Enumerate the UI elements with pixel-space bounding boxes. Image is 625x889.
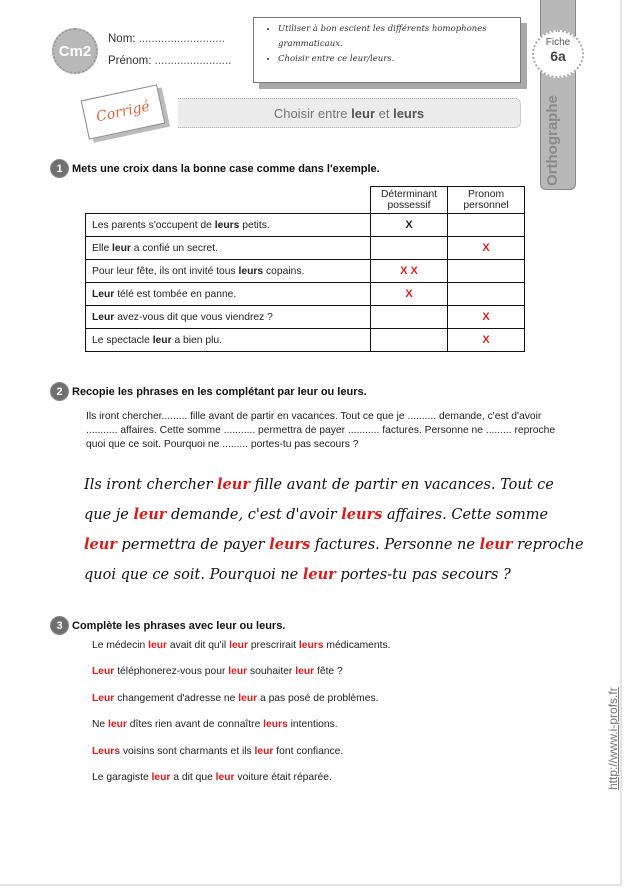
sentence-text: intentions. [287,719,338,731]
answer-word: leur [108,719,127,731]
sentence-keyword: leurs [238,265,264,277]
answer-text: demande, c'est d'avoir [166,507,342,523]
sentence-keyword: Leur [92,311,115,323]
column-header-determinant: Déterminant possessif [371,187,448,214]
pronom-checkbox-cell[interactable] [448,283,525,306]
sentence-text: Pour leur fête, ils ont invité tous [92,265,239,277]
sentence-text: a confié un secret. [130,242,218,254]
sentence-text: médicaments. [323,640,391,651]
sentence-text: a dit que [170,771,216,783]
answer-word: leurs [263,719,288,731]
sentence-keyword: leur [152,334,172,346]
exercise2-instruction: Recopie les phrases en les complétant par leur ou leurs. [72,385,367,398]
title-part: leur [351,105,375,121]
answer-word: leur [151,771,171,783]
level-badge: Cm2 [52,28,98,74]
table-row [86,283,525,306]
pronom-checkbox-cell[interactable]: X [448,329,525,352]
answer-word: leurs [298,640,324,651]
title-part: et [378,105,390,121]
sentence-text: voisins sont charmants et ils [120,745,255,757]
determinant-checkbox-cell[interactable] [371,306,448,329]
objective-item: • Utiliser à bon escient les différents homophones grammaticaux. [278,22,512,52]
table-row [86,260,525,283]
answer-word: leur [479,536,513,553]
exercise3-heading [50,616,285,635]
list-item [92,746,390,772]
answer-word: leur [215,771,235,783]
sentence-cell [86,260,371,283]
answer-text: portes-tu pas secours ? [335,567,511,583]
list-item [92,666,390,692]
fiche-label: Fiche [545,37,571,48]
nom-label: Nom: [108,33,136,45]
answer-word: leur [302,566,336,583]
answer-text: Ils iront chercher [84,477,218,493]
sentence-text: changement d'adresse ne [114,692,239,704]
answer-word: leur [148,640,167,651]
nom-dots: ........................... [138,33,225,45]
exercise-number-icon: 3 [50,616,69,635]
answer-word: leur [229,640,248,651]
sentence-keyword: leurs [214,219,240,231]
list-item [92,640,390,666]
sentence-text: Le garagiste [92,771,152,783]
pronom-checkbox-cell[interactable] [448,260,525,283]
exercise2-heading [50,382,367,401]
sentence-cell [86,214,371,237]
sentence-text: a pas posé de problèmes. [257,692,379,704]
exercise-number-icon: 1 [50,159,69,178]
exercise1-table [85,186,525,352]
prenom-dots: ........................ [154,55,232,67]
table-row [86,329,525,352]
sentence-text: Elle [92,242,113,254]
exercise2-answer [84,470,584,590]
sentence-text: font confiance. [273,745,344,757]
exercise3-sentences [92,640,390,798]
answer-word: leur [238,692,258,704]
prenom-label: Prénom: [108,55,152,67]
sentence-text: avez-vous dit que vous viendrez ? [114,311,273,323]
corrige-stamp: Corrigé [81,84,166,139]
answer-text: reproche quoi que ce soit. Pourquoi ne [84,537,584,583]
sentence-text: Le spectacle [92,334,153,346]
sentence-text: Ne [92,719,109,731]
sentence-text: prescrirait [247,640,299,651]
sentence-text: a bien plu. [171,334,222,346]
exercise1-instruction: Mets une croix dans la bonne case comme dans l'exemple. [72,162,380,175]
answer-text: permettra de payer [116,537,270,553]
exercise1-heading [50,159,380,178]
exercise-number-icon: 2 [50,382,69,401]
sentence-text: téléphonerez-vous pour [114,666,229,678]
list-item [92,719,390,745]
determinant-checkbox-cell[interactable] [371,329,448,352]
subject-label: Orthographe [544,95,561,186]
sentence-keyword: leur [112,242,131,254]
answer-word: leur [133,506,167,523]
sentence-cell [86,329,371,352]
determinant-checkbox-cell[interactable]: X X [371,260,448,283]
answer-word: leurs [341,506,383,523]
fiche-badge [532,30,584,78]
list-item [92,693,390,719]
answer-word: Leur [92,666,115,678]
sentence-text: fête ? [314,666,343,678]
sentence-cell [86,306,371,329]
prenom-field[interactable] [108,55,231,67]
sentence-text: Le médecin [92,640,149,651]
page-title [178,98,521,128]
exercise3-instruction: Complète les phrases avec leur ou leurs. [72,619,286,632]
sentence-text: Les parents s'occupent de [92,219,215,231]
list-item [92,772,390,798]
sentence-text: petits. [239,219,270,231]
answer-text: factures. Personne ne [310,537,480,553]
answer-text: affaires. Cette somme [382,507,549,523]
sentence-text: copains. [263,265,305,277]
objectives-box [253,17,521,83]
answer-word: Leurs [92,745,121,757]
table-corner [86,187,371,214]
determinant-checkbox-cell[interactable]: X [371,214,448,237]
determinant-checkbox-cell[interactable]: X [371,283,448,306]
fiche-number: 6a [550,48,566,64]
determinant-checkbox-cell[interactable] [371,237,448,260]
table-row [86,237,525,260]
answer-word: leur [228,666,248,678]
answer-word: leur [254,745,274,757]
column-header-pronom: Pronom personnel [448,187,525,214]
sentence-cell [86,283,371,306]
pronom-checkbox-cell[interactable]: X [448,306,525,329]
objective-item: • Choisir entre ce leur/leurs. [278,52,512,67]
answer-word: Leur [92,692,115,704]
sentence-text: avait dit qu'il [167,640,230,651]
sentence-text: souhaiter [247,666,296,678]
nom-field[interactable] [108,33,225,45]
sentence-text: télé est tombée en panne. [114,288,237,300]
exercise2-text: Ils iront chercher......... fille avant de partir en vacances. Tout ce que je .......... demande, c'est d'avoir ........... affaires. Cette somme ........... permettra de payer ........... factures. Personne ne ......... reproche quoi que ce soit. Pourquoi ne ......... portes-tu pas secours ? [86,411,556,450]
answer-text: fille avant de partir en vacances. Tout ce que je [84,477,554,523]
answer-word: leurs [269,536,311,553]
sentence-text: dîtes rien avant de connaître [126,719,264,731]
table-row [86,306,525,329]
website-link[interactable]: http://www.i-profs.fr [606,687,620,790]
sentence-text: voiture était réparée. [234,771,332,783]
title-part: Choisir entre [273,105,348,121]
answer-word: leur [84,536,117,553]
pronom-checkbox-cell[interactable] [448,214,525,237]
sentence-keyword: Leur [92,288,115,300]
sentence-cell [86,237,371,260]
answer-word: leur [295,666,315,678]
pronom-checkbox-cell[interactable]: X [448,237,525,260]
answer-word: leur [217,476,250,493]
table-row [86,214,525,237]
title-part: leurs [393,105,425,121]
